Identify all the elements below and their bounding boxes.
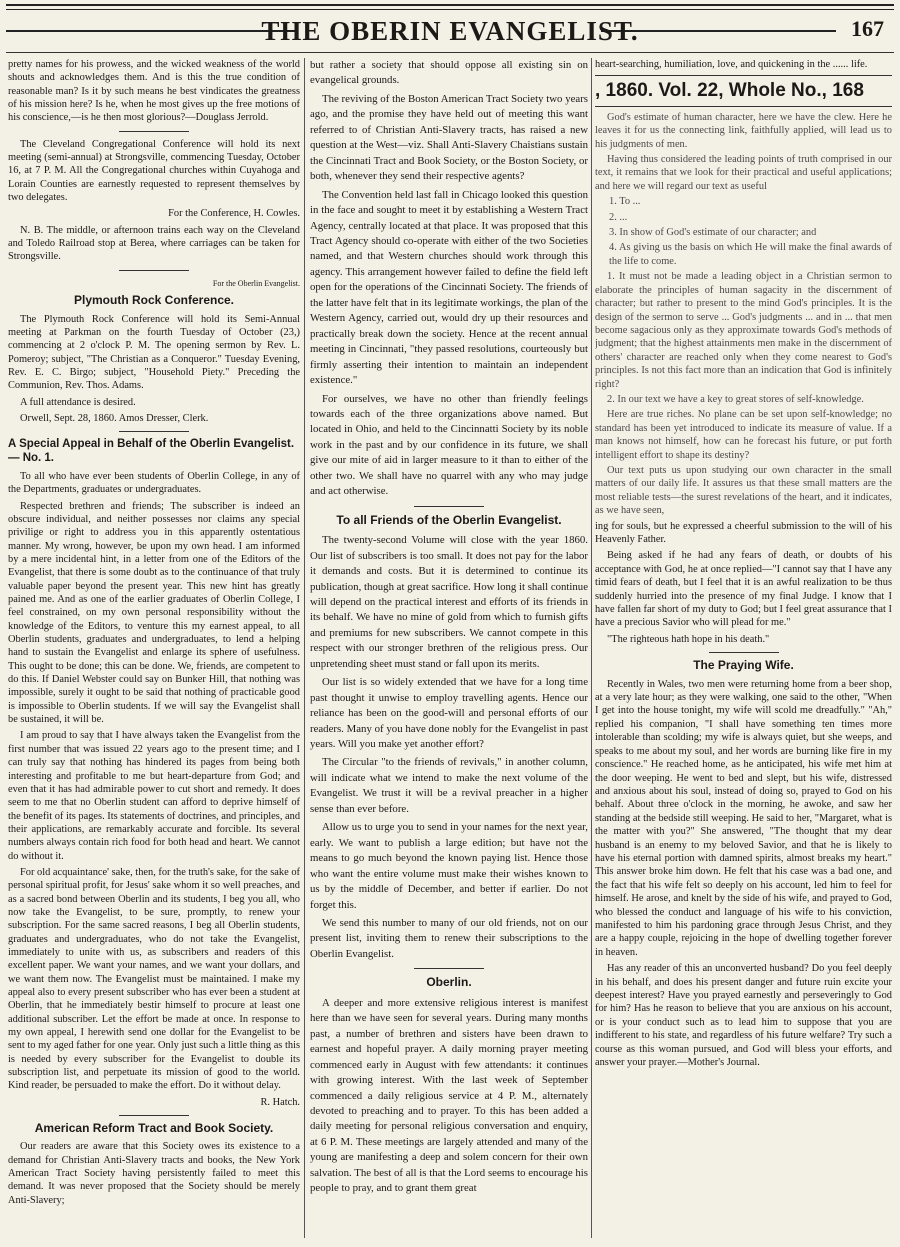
- section-heading: Plymouth Rock Conference.: [73, 293, 235, 308]
- paragraph: I am proud to say that I have always taken the Evangelist from the first number that was issued 22 years ago to the present time; and I can truly say that nothing has hindered its pages from being both interesting and profitable to me but heart-departure from God; and even that it has had admirable power to cut short and remedy. It does seem to me that no Oberlin student can afford to deprive himself of the benefit of its pages. Its statements of doctrines, and principles, and their applications, are remarkably accurate and forcible. Its several numbers always contain rich food for both head and heart. We cannot do without it.: [8, 730, 300, 862]
- paragraph: Our text puts us upon studying our own character in the small matters of our daily life. It assures us that these small matters are the most reliable tests—the surest revelations of the heart, and it indicates, as we have seen,: [595, 464, 892, 517]
- list-item: 3. In show of God's estimate of our character; and: [609, 227, 817, 239]
- paragraph: Our readers are aware that this Society owes its existence to a demand for Christian Anti-Slavery tracts and books, the New York American Tract Society having persistently failed to meet this demand. It was never proposed that the Society should be merely Anti-Slavery;: [8, 1141, 300, 1206]
- paragraph: God's estimate of human character, here we have the clew. Here he leaves it for us the connecting link, faithfully applied, will lead us to his judgments of men.: [595, 111, 892, 150]
- paragraph: but rather a society that should oppose all existing sin on evangelical grounds.: [310, 59, 588, 87]
- paragraph: For old acquaintance' sake, then, for the truth's sake, for the sake of personal spiritual profit, for Jesus' sake whom it so well preaches, and as a sacred bond between Oberlin and its students, I beg you all, who now take the Evangelist, to be sure, promptly, to renew your subscription. For the same sacred reasons, I beg all Oberlin students, graduates and undergraduates, who do not take the Evangelist, immediately to unite with us, as subscribers and readers of this excellent paper. We want your names, and we want your dollars, and we want them now. The Evangelist must be maintained. I make my appeal also to every present subscriber who has ever been a student at Oberlin, that he immediately bestir himself to procure at least one additional subscriber. Let the effort be made at once. In response to my own appeal, I herewith send one dollar for the Evangelist to be sent to my aged father for one year. Only just such a little thing as this is needed by every subscriber for the Evangelist to double its subscription list, and perpetuate its mission of good to the world. Kind reader, be persuaded to make the effort. Do it without delay.: [8, 866, 300, 1092]
- newspaper-title: THE OBERIN EVANGELIST.: [261, 16, 639, 46]
- paragraph: Having thus considered the leading points of truth comprised in our text, it remains that we look for their practical and useful applications; and here we will regard our text as useful: [595, 154, 892, 192]
- section-heading: To all Friends of the Oberlin Evangelist.: [336, 512, 562, 527]
- masthead-underline: [6, 52, 894, 53]
- list-item: 2. ...: [609, 211, 628, 223]
- paragraph: Being asked if he had any fears of death, or doubts of his acceptance with God, he at once replied—"I cannot say that I have any timid fears of death, but I feel that it is an awful realization to be thus suddenly hurried into the presence of my final Judge. I know that I have fallen far short of my duty to God; but I feel great assurance that I have a precious Savior who will plead for me.": [595, 550, 892, 629]
- paragraph: 2. In our text we have a key to great stores of self-knowledge.: [607, 393, 864, 405]
- section-heading: Oberlin.: [426, 975, 472, 990]
- issue-dateline: , 1860. Vol. 22, Whole No., 168: [595, 80, 864, 102]
- column-1: [8, 58, 300, 1238]
- paragraph: A deeper and more extensive religious interest is manifest here than we have seen for several years. During many months past, a number of brethren and sisters have been drawn to earnest and hopeful prayer. A daily morning prayer meeting commenced early in August with few attendants: it continues with growing interest. With the last week of September commenced a daily religious service at 4 P. M., alternately devoted to preaching and to prayer. To this has been added a daily meeting for personal religious conversation and enquiry, at 6 P. M. These meetings are largely attended and many of the young are manifesting a deep and solem concern for their own salvation. The best of all is that the Lord seems to encourage his people to pray, and to grant them great: [310, 996, 588, 1195]
- paragraph: For ourselves, we have no other than friendly feelings towards each of the three organizations above named. But located in Ohio, and held to the Cincinnatti Society by its noble work in the past and by our confidence in its future, we shall give our mite of aid in larger measure to it than to either of the other two. We shall have no quarrel with any who may judge and act otherwise.: [310, 392, 588, 498]
- paragraph: The Circular "to the friends of revivals," in another column, will indicate what we intend to make the next volume of the Evangelist. We trust it will be a revival preacher in a higher sense than ever before.: [310, 756, 588, 815]
- paragraph: We send this number to many of our old friends, not on our present list, inviting them to renew their subscriptions to the Oberlin Evangelist.: [310, 917, 588, 960]
- section-heading: American Reform Tract and Book Society.: [34, 1121, 274, 1136]
- paragraph: Recently in Wales, two men were returning home from a beer shop, at a very late hour; as they were walking, one said to the other, "When I get into the house tonight, my wife will scold me dreadfully." "Ah," replied his companion, "I shall have something ten times more intolerable than scolding; my wife is always quiet, but she weeps, and speaks to me about my soul, and her words are burning like fire in my conscience." He reached home, as he anticipated, his wife met him at the door weeping. He went to bed and slept, but his wife, distressed and anxious about his soul, instead of doing so, prayed to God on his behalf. About three o'clock in the morning, he awoke, and saw her standing at the bedside still weeping. He said to her, "Margaret, what is the matter with you?" She answered, "The thought that my dear husband is an enemy to my beloved Savior, and that he is likely to have his eternal portion with damned spirits, almost breaks my heart." This answer broke him down. He felt that his case was a bad one, and the fact that his wife felt so deeply on his account, led him to feel for himself. He arose, and knelt by the side of his wife, and prayed to God, who blessed the conduct and language of his wife to his conviction, manifested to him his pardoning grace through Jesus Christ, and they are a happy couple, rejoicing in the hope of dwelling together forever in heaven.: [595, 678, 892, 958]
- signature: For the Conference, H. Cowles.: [168, 208, 300, 220]
- page-number: 167: [851, 16, 884, 41]
- paragraph: To all who have ever been students of Oberlin College, in any of the Departments, graduates or undergraduates.: [8, 470, 300, 496]
- paragraph: pretty names for his prowess, and the wicked weakness of the world shouts and acknowledges them. And is this the true condition of reasonable man? Is it by such means he best vindicates the greatness of his mission here? Is he, when he most gives up the free motions of his conscience,—is he then most glorious?—Douglass Jerrold.: [8, 59, 300, 124]
- paragraph: "The righteous hath hope in his death.": [607, 633, 770, 645]
- paragraph: Respected brethren and friends; The subscriber is indeed an obscure individual, and neither possesses nor claims any special privilige or right to address you in this apparently ostentatious manner. My wrong, however, be upon my own head. I am informed by a mere incidental hint, in a letter from one of the Editors of the Evangelist, that there is some doubt as to the continuance of that truly valuable paper beyond the present year. This new hint has greatly pained me. And as one of the earlier graduates of Oberlin College, I feel constrained, on my own personal responsibility without the knowledge of the Editors, to venture this my earnest appeal, to all Oberlin students, graduates and undergraduates, to lend a helping hand to sustain the Evangelist and enlarge its sphere of usefulness. This ought to be done; this can be done. We, friends, are competent to do this. If Daniel Webster could say on Bunker Hill, that nothing was impossible, surely it ought to be said that nothing of practicable good is impossible to Oberlin students. If we will say the Evangelist shall be sustained, it will be.: [8, 500, 300, 726]
- paragraph: The Plymouth Rock Conference will hold its Semi-Annual meeting at Parkman on the fourth Tuesday of October (23,) commencing at 2 o'clock P. M. The opening sermon by Rev. L. Pomeroy; subject, "The Christian as a Conqueror." Tuesday Evening, Rev. E. C. Birgo; subject, "Household Piety." Preceding the Communion, Rev. Thos. Adams.: [8, 313, 300, 392]
- paragraph: Has any reader of this an unconverted husband? Do you feel deeply in his behalf, and does his present danger and future ruin excite your deepest interest? Have you prayed earnestly and perseveringly to God for him? Has he reason to believe that you are anxious on his account, or is your conduct such as to lead him to suppose that you are indifferent to his state, and regardless of his future welfare? Try such a course as this woman pursued, and God will bless your efforts, and answer your prayer.—Mother's Journal.: [595, 963, 892, 1069]
- paragraph: ing for souls, but he expressed a cheerful submission to the will of his Heavenly Father.: [595, 520, 892, 545]
- section-rule: [119, 1115, 189, 1116]
- section-rule: [595, 106, 892, 107]
- paragraph: The Convention held last fall in Chicago looked this question in the face and sought to meet it by establishing a Western Tract Agency, centrally located at that place. It was proposed that this Tract Agency should co-operate with either of the two Societies named, and that Western churches should work through this agency. This arrangement however failed to define the field left open for the operations of the Cincinnati Society. The friends of the latter have felt that in its legitimate workings, the plan of the Western Agency, carried out, would dry up their resources and practically break down the society. Hence at the recent annual meeting in Cincinnati, "they passed resolutions, courteously but firmly asserting their intention to maintain an independent existence.": [310, 188, 588, 387]
- section-rule: [709, 652, 779, 653]
- section-rule: [414, 506, 484, 507]
- section-rule: [119, 431, 189, 432]
- paragraph: A full attendance is desired.: [20, 396, 136, 408]
- paragraph: The reviving of the Boston American Tract Society two years ago, and the promise they have held out of meeting this want referred to of Christian Anti-Slavery tracts, has raised a new question at the West—viz. Shall Anti-Slavery Chaistians sustain the Cincinnati Tract and Book Society, or the Boston Society, or both, whenever they send their respective agents?: [310, 92, 588, 183]
- column-divider: [591, 58, 592, 1238]
- column-3: [595, 58, 892, 1238]
- section-rule: [119, 131, 189, 132]
- paragraph: heart-searching, humiliation, love, and quickening in the ...... life.: [595, 59, 868, 70]
- section-heading: A Special Appeal in Behalf of the Oberlin Evangelist.— No. 1.: [8, 438, 295, 464]
- attribution-label: For the Oberlin Evangelist.: [212, 278, 300, 288]
- section-heading: The Praying Wife.: [693, 658, 794, 673]
- section-rule: [119, 270, 189, 271]
- faded-text-block: [595, 111, 892, 518]
- signature: R. Hatch.: [260, 1096, 300, 1108]
- section-rule: [595, 75, 892, 76]
- paragraph: Allow us to urge you to send in your names for the next year, early. We want to publish a large edition; but have not the means to go much beyond the known paying list. Hence those who want the entire volume must make their wishes known to us by the middle of December, and better if earlier. Do not forget this.: [310, 821, 588, 911]
- list-item: 1. To ...: [609, 196, 641, 208]
- column-2: [310, 58, 588, 1238]
- top-rule: [6, 4, 894, 10]
- paragraph: 1. It must not be made a leading object in a Christian sermon to elaborate the principles of human sagacity in the discernment of character; but rather to present to the mind God's principles. It is the design of the sermon to serve ... God's judgments ... and in ... that men become sagacious only as they approximate towards God's methods of judgment; that the highest attainments men make in the discernment of others' character are reached only when they come nearest to God's principles. Is not this fact more than an indication that God is infinitely right?: [595, 271, 892, 390]
- paragraph: Our list is so widely extended that we have for a long time past thought it unwise to employ travelling agents. Hence our reliance has been on the good-will and personal efforts of our readers. Many of you have done nobly for the Evangelist in past years. Will you make yet another effort?: [310, 676, 588, 751]
- paragraph: N. B. The middle, or afternoon trains each way on the Cleveland and Toledo Railroad stop at Berea, where carriages can be taken for Strongsville.: [8, 224, 300, 263]
- signature: Orwell, Sept. 28, 1860. Amos Dresser, Clerk.: [20, 412, 209, 424]
- column-divider: [304, 58, 305, 1238]
- masthead: [6, 16, 894, 50]
- paragraph: The twenty-second Volume will close with the year 1860. Our list of subscribers is too small. It does not pay for the labor it demands and costs. But it is determined to continue its publication, though at great sacrifice. How long it shall continue will depend on the practical interest and efforts of its friends in its behalf. We have no mine of gold from which to furnish gifts and premiums for new subscribers. We cannot compete in this respect with our stronger brethren of the religious press. Our unpretending sheet must stand or fall upon its merits.: [310, 534, 588, 670]
- paragraph: Here are true riches. No plane can be set upon self-knowledge; no standard has been yet introduced to indicate its measure of value. If a man knows not himself, how can he forecast his future, or put forth intelligent effort to shape its destiny?: [595, 409, 892, 461]
- section-rule: [414, 968, 484, 969]
- paragraph: The Cleveland Congregational Conference will hold its next meeting (semi-annual) at Strongsville, commencing Tuesday, October 16, at 7 P. M. All the Congregational churches within Cuyahoga and Lorain Counties are earnestly requested to represent themselves by two delegates.: [8, 138, 300, 204]
- list-item: 4. As giving us the basis on which He will make the final awards of the life to come.: [609, 242, 892, 267]
